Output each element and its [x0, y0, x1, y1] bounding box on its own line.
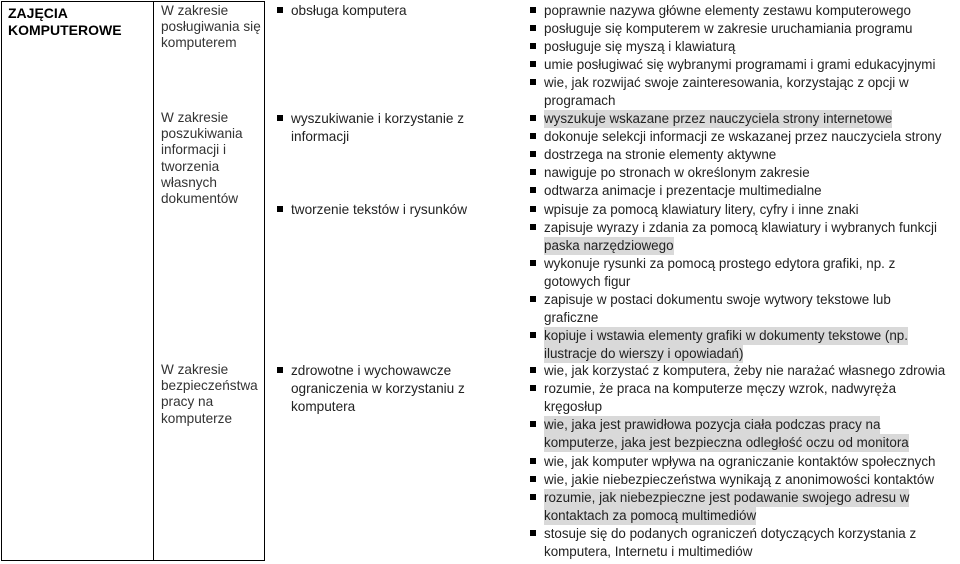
- bullet-square-icon: [530, 25, 536, 31]
- effect-text: wyszukuje wskazane przez nauczyciela strony internetowe: [544, 111, 893, 126]
- effect-text: odtwarza animacje i prezentacje multimedialne: [544, 183, 822, 198]
- effect-text-cont: graficzne: [544, 310, 599, 325]
- effect-text: posługuje się myszą i klawiaturą: [544, 39, 736, 54]
- bullet-square-icon: [277, 206, 283, 212]
- effect-text: wie, jakie niebezpieczeństwa wynikają z anonimowości kontaktów: [544, 472, 935, 487]
- effect-text: dokonuje selekcji informacji ze wskazanej przez nauczyciela strony: [544, 129, 942, 144]
- bullet-square-icon: [530, 260, 536, 266]
- bullet-square-icon: [530, 133, 536, 139]
- bullet-square-icon: [530, 43, 536, 49]
- effect-text: wie, jak rozwijać swoje zainteresowania, korzystając z opcji w: [544, 75, 909, 90]
- skill-item: [277, 201, 531, 219]
- effect-text: rozumie, jak niebezpieczne jest podawanie swojego adresu w: [544, 490, 910, 505]
- bullet-square-icon: [530, 224, 536, 230]
- area-column: [153, 1, 265, 561]
- bullet-square-icon: [530, 115, 536, 121]
- effect-text: stosuje się do podanych ograniczeń dotyczących korzystania z: [544, 526, 917, 541]
- area-label: W zakresie bezpieczeństwa pracy na komputerze: [161, 362, 258, 426]
- effect-text: wpisuje za pomocą klawiatury litery, cyfry i inne znaki: [544, 202, 859, 217]
- effect-text: zapisuje wyrazy i zdania za pomocą klawiatury i wybranych funkcji: [544, 220, 937, 235]
- skill-item: [277, 2, 521, 20]
- skill-text: tworzenie tekstów i rysunków: [291, 202, 468, 217]
- effect-text-cont: kontaktach za pomocą multimediów: [544, 508, 757, 523]
- effect-text-cont: gotowych figur: [544, 274, 631, 289]
- skill-text: zdrowotne i wychowawcze ograniczenia w korzystaniu z komputera: [291, 363, 465, 414]
- bullet-square-icon: [530, 458, 536, 464]
- effect-text: posługuje się komputerem w zakresie uruchamiania programu: [544, 21, 913, 36]
- effect-text-cont: kręgosłup: [544, 399, 603, 414]
- bullet-square-icon: [530, 385, 536, 391]
- area-label: W zakresie posługiwania się komputerem: [161, 3, 261, 51]
- area-label: W zakresie poszukiwania informacji i tworzenia własnych dokumentów: [161, 110, 243, 207]
- bullet-square-icon: [530, 530, 536, 536]
- effect-text: dostrzega na stronie elementy aktywne: [544, 147, 777, 162]
- skill-text: obsługa komputera: [291, 3, 407, 18]
- effect-text: poprawnie nazywa główne elementy zestawu komputerowego: [544, 3, 911, 18]
- bullet-square-icon: [530, 187, 536, 193]
- bullet-square-icon: [530, 61, 536, 67]
- bullet-square-icon: [277, 115, 283, 121]
- effect-text: wie, jak komputer wpływa na ograniczanie kontaktów społecznych: [544, 454, 936, 469]
- bullet-square-icon: [530, 332, 536, 338]
- bullet-square-icon: [530, 367, 536, 373]
- bullet-square-icon: [530, 7, 536, 13]
- effect-text-cont: komputera, Internetu i multimediów: [544, 544, 753, 559]
- subject-title: ZAJĘCIA KOMPUTEROWE: [8, 5, 122, 38]
- bullet-square-icon: [530, 151, 536, 157]
- bullet-square-icon: [530, 169, 536, 175]
- effect-text: rozumie, że praca na komputerze męczy wzrok, nadwyręża: [544, 381, 897, 396]
- effect-text: wie, jak korzystać z komputera, żeby nie narażać własnego zdrowia: [544, 363, 946, 378]
- effect-text-cont: ilustracje do wierszy i opowiadań): [544, 346, 744, 361]
- bullet-square-icon: [277, 7, 283, 13]
- effect-text: nawiguje po stronach w określonym zakresie: [544, 165, 810, 180]
- skill-item: [277, 362, 481, 416]
- effect-text: wykonuje rysunki za pomocą prostego edytora grafiki, np. z: [544, 256, 896, 271]
- bullet-square-icon: [530, 296, 536, 302]
- bullet-square-icon: [530, 476, 536, 482]
- effect-text-cont: komputerze, jaka jest bezpieczna odległość oczu od monitora: [544, 435, 909, 450]
- skill-text: wyszukiwanie i korzystanie z informacji: [291, 111, 465, 144]
- effect-text: wie, jaka jest prawidłowa pozycja ciała podczas pracy na: [544, 417, 881, 432]
- effect-text-cont: paska narzędziowego: [544, 238, 674, 253]
- bullet-square-icon: [530, 494, 536, 500]
- effect-text: zapisuje w postaci dokumentu swoje wytwory tekstowe lub: [544, 292, 891, 307]
- effect-text: umie posługiwać się wybranymi programami i grami edukacyjnymi: [544, 57, 936, 72]
- effect-text-cont: programach: [544, 93, 616, 108]
- bullet-square-icon: [277, 367, 283, 373]
- bullet-square-icon: [530, 421, 536, 427]
- skill-item: [277, 110, 481, 146]
- bullet-square-icon: [530, 206, 536, 212]
- effect-text: kopiuje i wstawia elementy grafiki w dokumenty tekstowe (np.: [544, 328, 908, 343]
- subject-column: [1, 1, 153, 561]
- bullet-square-icon: [530, 79, 536, 85]
